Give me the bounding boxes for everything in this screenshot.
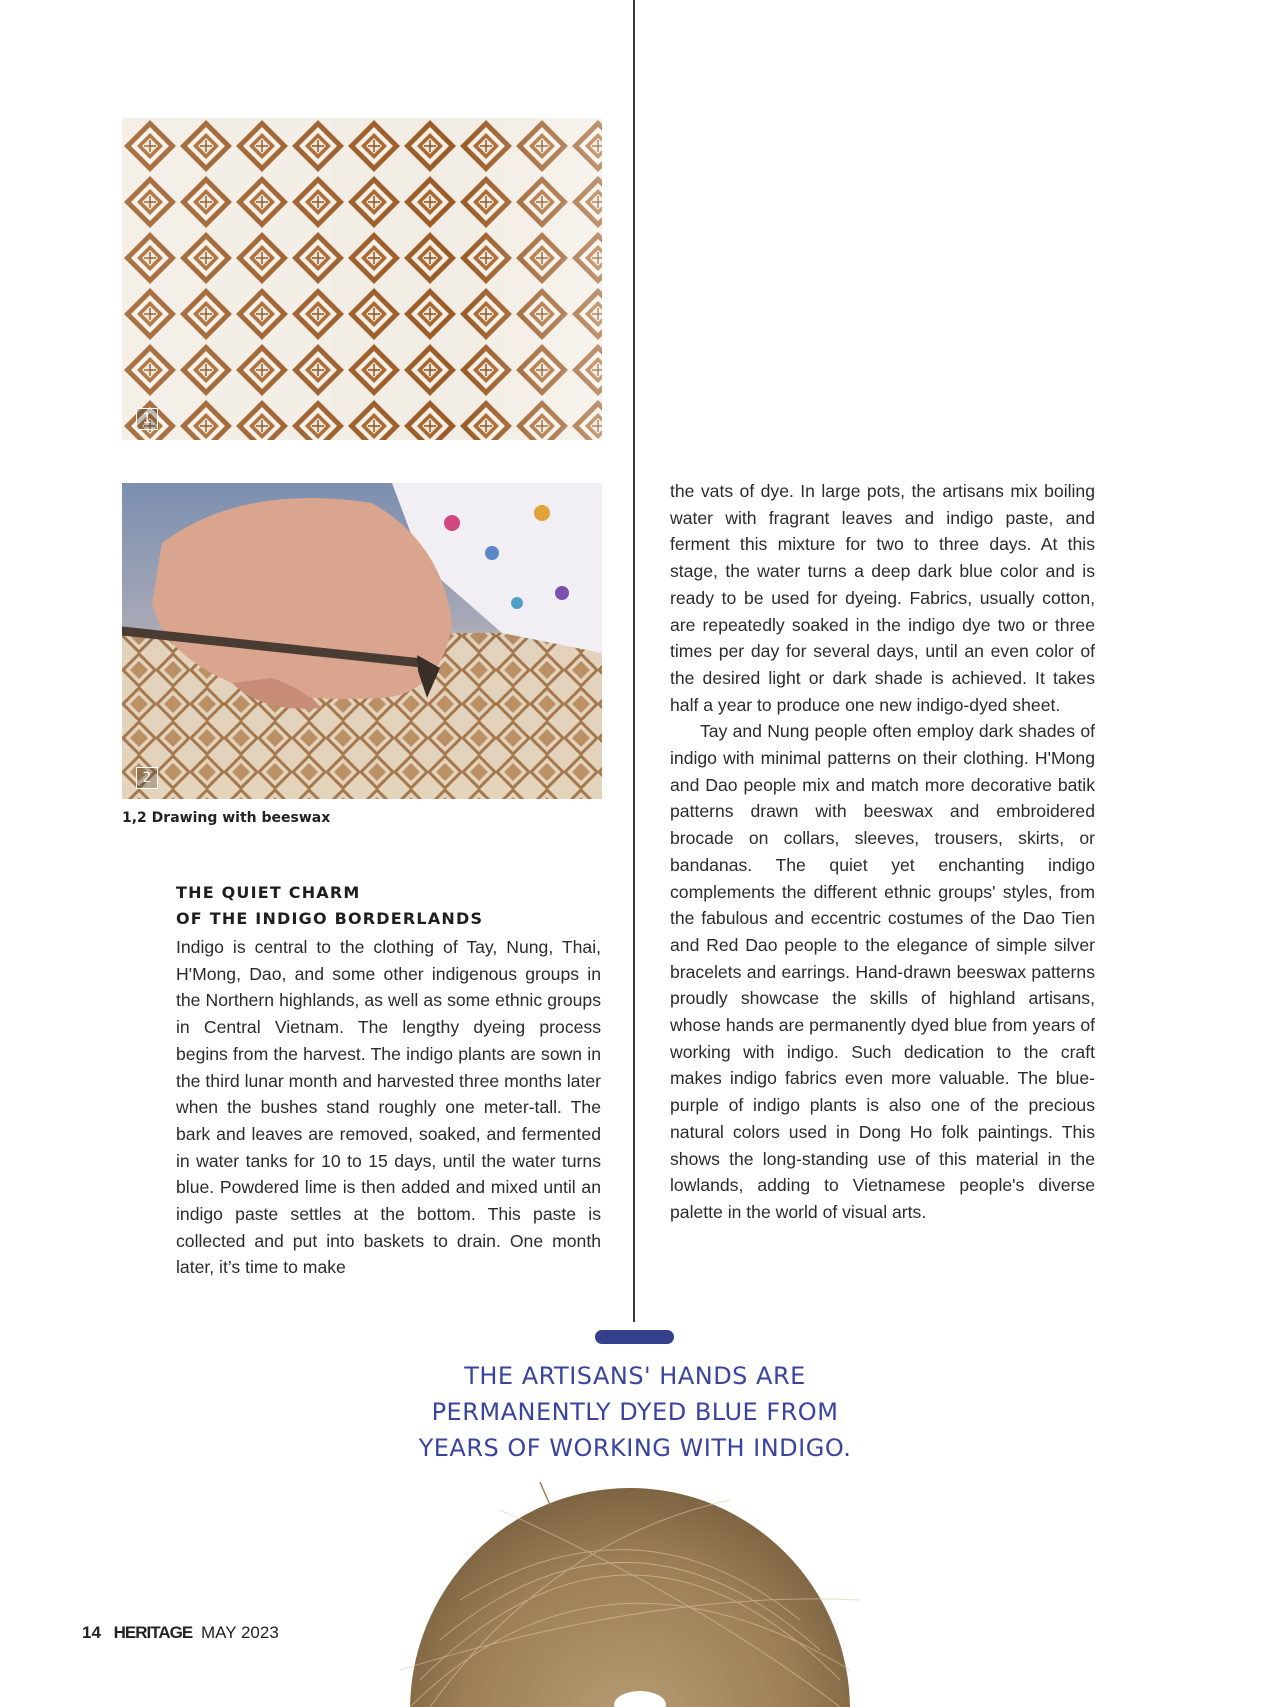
section-heading-line: THE QUIET CHARM	[176, 883, 361, 902]
section-heading-line: OF THE INDIGO BORDERLANDS	[176, 909, 484, 928]
pull-quote-line: PERMANENTLY DYED BLUE FROM	[431, 1398, 839, 1426]
column-divider	[633, 0, 635, 1322]
issue-date: MAY 2023	[200, 1623, 279, 1642]
photo-number-badge: 1	[136, 408, 158, 430]
section-heading	[176, 880, 616, 932]
pull-quote-line: THE ARTISANS' HANDS ARE	[464, 1362, 806, 1390]
hand-drawing-photo	[122, 483, 602, 799]
pull-quote	[340, 1358, 930, 1466]
article-paragraph: the vats of dye. In large pots, the artisans mix boiling water with fragrant leaves and indigo paste, and ferment this mixture for two to three days. At this stage, the water turns a deep dark blue color and is ready to be used for dyeing. Fabrics, usually cotton, are repeatedly soaked in the indigo dye two or three times per day for several days, until an even color of the desired light or dark shade is achieved. It takes half a year to produce one new indigo-dyed sheet.	[670, 481, 1095, 715]
yarn-ball-image	[400, 1480, 860, 1707]
article-right-column	[670, 478, 1095, 1226]
photo-caption: 1,2 Drawing with beeswax	[122, 810, 331, 826]
batik-pattern-photo	[122, 118, 602, 440]
magazine-name: HERITAGE	[113, 1623, 193, 1642]
article-paragraph: Tay and Nung people often employ dark shades of indigo with minimal patterns on their clothing. H'Mong and Dao people mix and match more decorative batik patterns drawn with beeswax and embroidered brocade on collars, sleeves, trousers, skirts, or bandanas. The quiet yet enchanting indigo complements the different ethnic groups' styles, from the fabulous and eccentric costumes of the Dao Tien and Red Dao people to the elegance of simple silver bracelets and earrings. Hand-drawn beeswax patterns proudly showcase the skills of highland artisans, whose hands are permanently dyed blue from years of working with indigo. Such dedication to the craft makes indigo fabrics even more valuable. The blue-purple of indigo plants is also one of the precious natural colors used in Dong Ho folk paintings. This shows the long-standing use of this material in the lowlands, adding to Vietnamese people's diverse palette in the world of visual arts.	[670, 721, 1095, 1222]
photo-number-badge: 2	[136, 767, 158, 789]
page-number: 14	[82, 1623, 101, 1642]
article-left-column: Indigo is central to the clothing of Tay, Nung, Thai, H'Mong, Dao, and some other indigenous groups in the Northern highlands, as well as some ethnic groups in Central Vietnam. The lengthy dyeing process begins from the harvest. The indigo plants are sown in the third lunar month and harvested three months later when the bushes stand roughly one meter-tall. The bark and leaves are removed, soaked, and fermented in water tanks for 10 to 15 days, until the water turns blue. Powdered lime is then added and mixed until an indigo paste settles at the bottom. This paste is collected and put into baskets to drain. One month later, it’s time to make	[176, 937, 601, 1278]
pull-quote-line: YEARS OF WORKING WITH INDIGO.	[418, 1434, 852, 1462]
page-footer	[82, 1623, 279, 1643]
pull-quote-ornament	[595, 1330, 674, 1344]
